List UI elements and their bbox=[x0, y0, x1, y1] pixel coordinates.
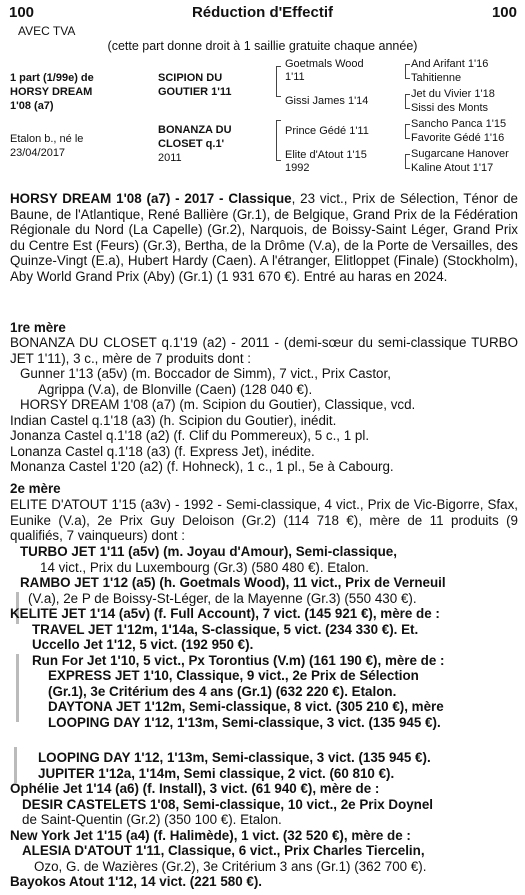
offspring-line: LOOPING DAY 1'12, 1'13m, Semi-classique, 3 vict. (135 945 €). bbox=[38, 750, 431, 765]
share-line-3: 1'08 (a7) bbox=[10, 100, 54, 112]
dam-dam-year: 1992 bbox=[285, 162, 310, 174]
offspring-line: Uccello Jet 1'12, 5 vict. (192 950 €). bbox=[32, 637, 254, 652]
sd-dam: Sissi des Monts bbox=[411, 102, 489, 114]
sire-sire-record: 1'11 bbox=[285, 71, 305, 83]
offspring-line: LOOPING DAY 1'12, 1'13m, Semi-classique, 3 vict. (135 945 €). bbox=[48, 714, 441, 730]
offspring-line: 14 vict., Prix du Luxembourg (Gr.3) (580 480 €). Etalon. bbox=[40, 559, 369, 575]
offspring-line: New York Jet 1'15 (a4) (f. Halimède), 1 vict. (32 520 €), mère de : bbox=[10, 827, 411, 843]
offspring-line: EXPRESS JET 1'10, Classique, 9 vict., 2e Prix de Sélection bbox=[48, 668, 419, 683]
born-line-1: Etalon b., né le bbox=[10, 133, 84, 145]
first-dam-paragraph: BONANZA DU CLOSET q.1'19 (a2) - 2011 - (demi-sœur du semi-classique TURBO JET 1'11), 3 c., mère de 7 produits dont : bbox=[10, 335, 518, 366]
offspring-line: (V.a), 2e P de Boissy-St-Léger, de la Mayenne (Gr.3) (550 430 €). bbox=[28, 590, 417, 606]
offspring-line: Gunner 1'13 (a5v) (m. Boccador de Simm), 7 vict., Prix Castor, bbox=[20, 366, 391, 381]
offspring-line: Agrippa (V.a), de Blonville (Caen) (128 040 €). bbox=[38, 381, 313, 397]
offspring-line: ALESIA D'ATOUT 1'11, Classique, 6 vict., Prix Charles Tiercelin, bbox=[22, 843, 425, 858]
dam-sire: Prince Gédé 1'11 bbox=[285, 125, 369, 137]
dam-name: BONANZA DU bbox=[158, 124, 232, 136]
offspring-line: (Gr.1), 3e Critérium des 4 ans (Gr.1) (632 220 €). Etalon. bbox=[48, 683, 397, 699]
offspring-line: Monanza Castel 1'20 (a2) (f. Hohneck), 1 c., 1 pl., 5e à Cabourg. bbox=[10, 459, 394, 474]
offspring-line: Lonanza Castel q.1'18 (a3) (f. Express Jet), inédite. bbox=[10, 443, 315, 459]
offspring-line: Ozo, G. de Wazières (Gr.2), 3e Critérium 3 ans (Gr.1) (362 700 €). bbox=[34, 858, 427, 874]
offspring-line: Jonanza Castel q.1'18 (a2) (f. Clif du Pommereux), 5 c., 1 pl. bbox=[10, 428, 370, 443]
offspring-line: HORSY DREAM 1'08 (a7) (m. Scipion du Goutier), Classique, vcd. bbox=[20, 397, 416, 412]
offspring-line: TURBO JET 1'11 (a5v) (m. Joyau d'Amour), Semi-classique, bbox=[20, 544, 397, 559]
sire-name-line2: GOUTIER 1'11 bbox=[158, 86, 232, 98]
offspring-line: KELITE JET 1'14 (a5v) (f. Full Account), 7 vict. (145 921 €), mère de : bbox=[10, 606, 440, 621]
share-line-1: 1 part (1/99e) de bbox=[10, 72, 94, 84]
sd-sire: Jet du Vivier 1'18 bbox=[411, 88, 495, 100]
ss-sire: And Arifant 1'16 bbox=[411, 58, 489, 70]
offspring-line: Run For Jet 1'10, 5 vict., Px Torontius (V.m) (161 190 €), mère de : bbox=[32, 652, 445, 668]
share-note: (cette part donne droit à 1 saillie gratuite chaque année) bbox=[107, 39, 418, 53]
sire-sire: Goetmals Wood bbox=[285, 58, 364, 70]
ds-sire: Sancho Panca 1'15 bbox=[411, 118, 507, 130]
dam-dam: Elite d'Atout 1'15 bbox=[285, 149, 367, 161]
sire-name: SCIPION DU bbox=[158, 72, 223, 84]
horse-description bbox=[10, 191, 518, 284]
share-line-2: HORSY DREAM bbox=[10, 86, 93, 98]
offspring-line: Ophélie Jet 1'14 (a6) (f. Install), 3 vict. (61 940 €), mère de : bbox=[10, 781, 380, 796]
second-dam-offspring bbox=[10, 544, 518, 890]
dd-sire: Sugarcane Hanover bbox=[411, 148, 509, 160]
offspring-line: TRAVEL JET 1'12m, 1'14a, S-classique, 5 vict. (234 330 €). Et. bbox=[32, 621, 419, 637]
offspring-line: JUPITER 1'12a, 1'14m, Semi classique, 2 vict. (60 810 €). bbox=[38, 765, 395, 781]
tax-label: AVEC TVA bbox=[18, 24, 76, 38]
offspring-line: de Saint-Quentin (Gr.2) (350 100 €). Etalon. bbox=[22, 812, 282, 827]
horse-record: , 23 vict., Prix de Sélection, Ténor de Baune, de l'Atlantique, René Ballière (Gr.1), de Belgique, Grand Prix de la Fédération Régionale du Nord (La Capelle) (Gr.2), Narquois, de Boissy-Saint Léger, Grand Prix du Centre Est (Feurs) (Gr.3), Bertha, de la Drôme (V.a), de la Porte de Versailles, des Quinze-Vingt (E.a), Hubert Hardy (Caen). A l'étranger, Elitloppet (Finale) (Stockholm), Aby World Grand Prix (Aby) (Gr.1) (1 931 670 €). Entré au haras en 2024. bbox=[10, 191, 518, 284]
dd-dam: Kaline Atout 1'17 bbox=[411, 162, 494, 174]
second-dam-heading: 2e mère bbox=[10, 481, 61, 496]
offspring-line: DESIR CASTELETS 1'08, Semi-classique, 10 vict., 2e Prix Doynel bbox=[22, 796, 434, 812]
lot-number-right: 100 bbox=[491, 4, 517, 21]
offspring-line: Indian Castel q.1'18 (a3) (h. Scipion du Goutier), inédit. bbox=[10, 412, 337, 428]
ss-dam: Tahitienne bbox=[411, 72, 462, 84]
first-dam-offspring bbox=[10, 366, 518, 475]
page-title: Réduction d'Effectif bbox=[191, 4, 334, 21]
dam-name-line2: CLOSET q.1' bbox=[158, 138, 225, 150]
offspring-line: RAMBO JET 1'12 (a5) (h. Goetmals Wood), 11 vict., Prix de Verneuil bbox=[20, 575, 446, 590]
ds-dam: Favorite Gédé 1'16 bbox=[411, 132, 505, 144]
sire-dam: Gissi James 1'14 bbox=[285, 95, 369, 107]
horse-title: HORSY DREAM 1'08 (a7) - 2017 - Classique bbox=[10, 191, 292, 206]
first-dam-heading: 1re mère bbox=[10, 320, 66, 335]
offspring-line: DAYTONA JET 1'12m, Semi-classique, 8 vict. (305 210 €), mère bbox=[48, 699, 444, 714]
born-line-2: 23/04/2017 bbox=[10, 147, 66, 159]
dam-year: 2011 bbox=[158, 152, 182, 164]
second-dam-paragraph: ELITE D'ATOUT 1'15 (a3v) - 1992 - Semi-classique, 4 vict., Prix de Vic-Bigorre, Sfax, Eunike (V.a), 2e Prix Guy Deloison (Gr.2) (114 718 €), mère de 11 produits (9 qualifiés, 7 vainqueurs) dont : bbox=[10, 497, 518, 543]
offspring-line: Bayokos Atout 1'12, 14 vict. (221 580 €). bbox=[10, 874, 263, 889]
lot-number-left: 100 bbox=[9, 4, 35, 21]
